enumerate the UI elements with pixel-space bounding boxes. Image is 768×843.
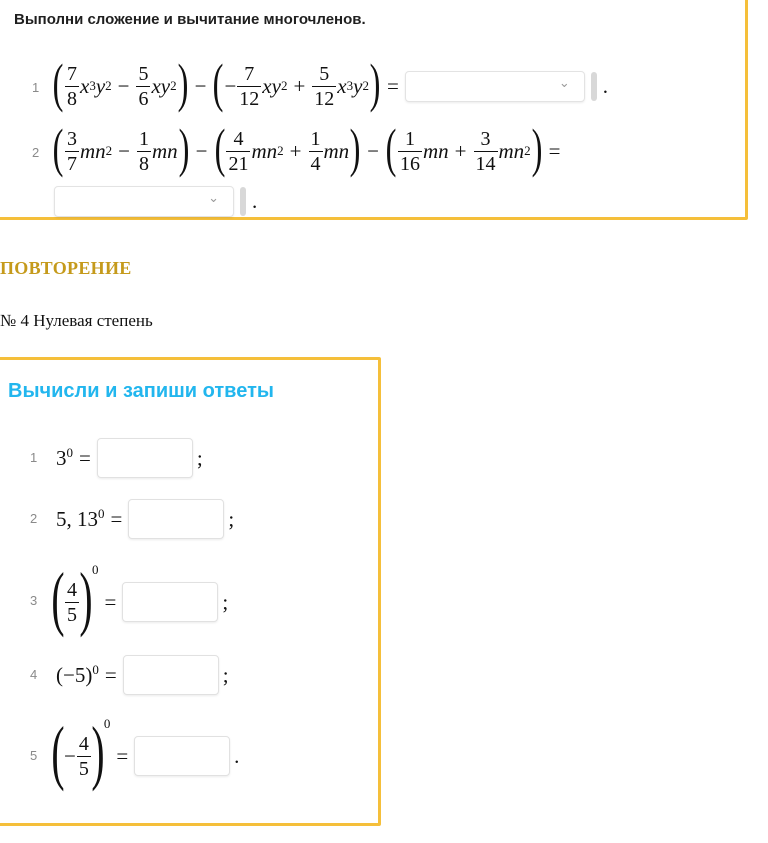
task-title: Выполни сложение и вычитание многочленов. <box>14 11 366 28</box>
expression-zero-power-5: ( − $\frac{4}{5}$ ) $^0$ = . <box>51 712 240 792</box>
chevron-down-icon: ⌄ <box>208 191 219 206</box>
topic-title: № 4 Нулевая степень <box>0 311 153 330</box>
expression-zero-power-1: $3^0$ = ; <box>56 438 203 478</box>
answer-input-3[interactable] <box>122 582 218 622</box>
expression-zero-power-2: 5, $13^0$ = ; <box>56 499 234 539</box>
item-number: 1 <box>32 80 40 95</box>
expression-2-answer: ⌄ . <box>54 186 257 217</box>
item-number: 3 <box>30 593 38 608</box>
answer-input-2[interactable] <box>128 499 224 539</box>
section-heading: ПОВТОРЕНИЕ <box>0 258 132 278</box>
item-number: 4 <box>30 667 38 682</box>
expression-zero-power-3: ( $\frac{4}{5}$ ) $^0$ = ; <box>51 558 229 638</box>
expression-1: ( $\frac{7}{8}$ x 3 y 2 − $\frac{5}{6}$ xy 2 ) − ( − $\frac{7}{12}$ xy 2 + $\frac{5}{12}$ x 3 y 2 ) = ⌄ . <box>52 53 609 113</box>
answer-input-4[interactable] <box>123 655 219 695</box>
drag-handle[interactable] <box>591 72 597 101</box>
answer-input-1[interactable] <box>97 438 193 478</box>
drag-handle[interactable] <box>240 187 246 216</box>
answer-select-2[interactable] <box>54 186 234 217</box>
task-title: Вычисли и запиши ответы <box>8 380 274 402</box>
item-number: 5 <box>30 748 38 763</box>
expression-2: ( $\frac{3}{7}$ mn 2 − $\frac{1}{8}$ mn ) − ( $\frac{4}{21}$ mn 2 + $\frac{1}{4}$ mn ) − ( $\frac{1}{16}$ mn + $\frac{3}{14}$ mn 2 ) = <box>52 118 561 178</box>
item-number: 2 <box>32 145 40 160</box>
answer-select-1[interactable] <box>405 71 585 102</box>
item-number: 1 <box>30 450 38 465</box>
chevron-down-icon: ⌄ <box>558 75 570 91</box>
answer-input-5[interactable] <box>134 736 230 776</box>
expression-zero-power-4: $(-5)^0$ = ; <box>56 655 229 695</box>
item-number: 2 <box>30 511 38 526</box>
